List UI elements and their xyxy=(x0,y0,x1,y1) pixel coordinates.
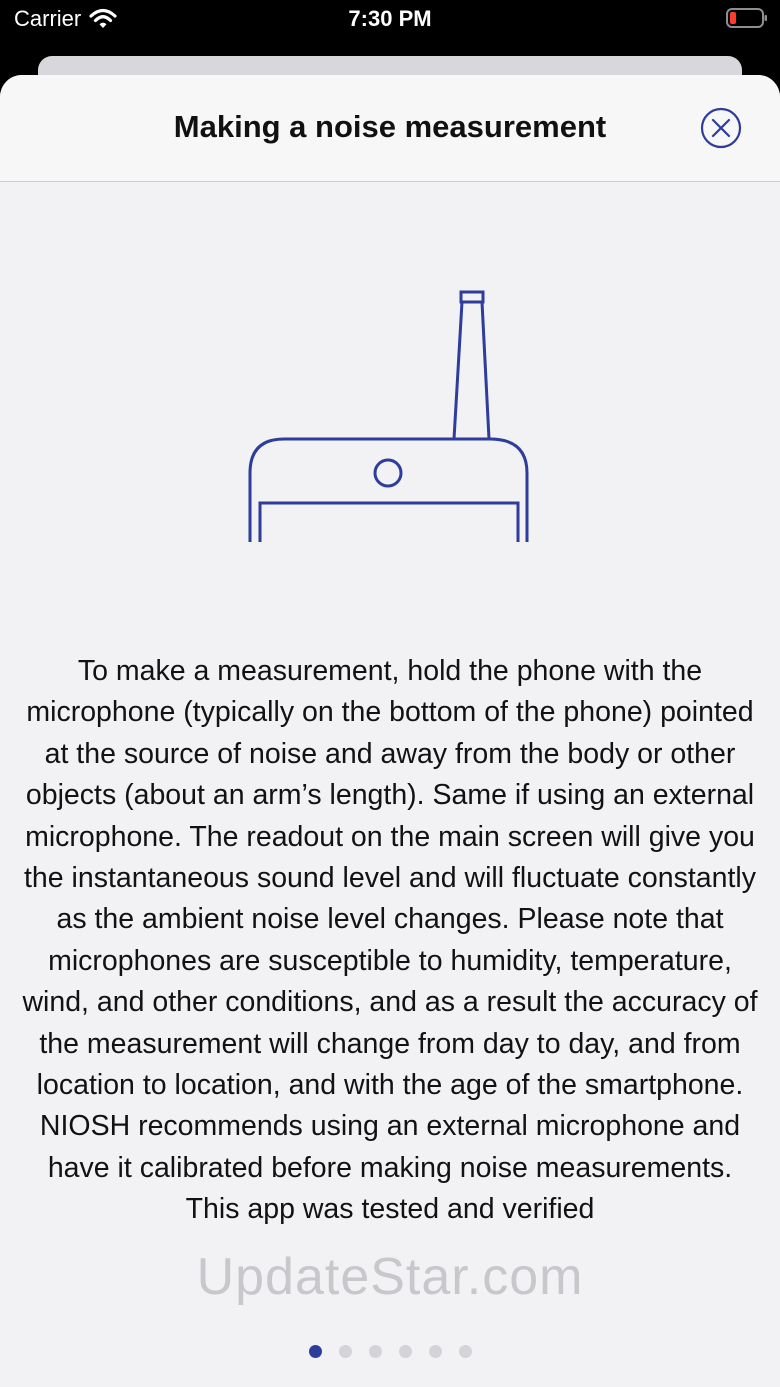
page-dot-1[interactable] xyxy=(309,1345,322,1358)
carrier-label: Carrier xyxy=(14,6,82,31)
modal-sheet xyxy=(0,75,780,1387)
phone-external-microphone-icon xyxy=(240,285,540,545)
page-dot-5[interactable] xyxy=(429,1345,442,1358)
page-dot-4[interactable] xyxy=(399,1345,412,1358)
page-dot-6[interactable] xyxy=(459,1345,472,1358)
sheet-title: Making a noise measurement xyxy=(173,109,607,144)
sheet-header xyxy=(0,75,780,182)
close-circle-icon xyxy=(700,107,742,149)
instructions-text: To make a measurement, hold the phone with the microphone (typically on the bottom of the phone) pointed at the source of noise and away from the body or other objects (about an arm’s length). Same if using an external microphone. The readout on the main screen will give you the instantaneous sound level and will fluctuate constantly as the ambient noise level changes. Please note that microphones are susceptible to humidity, temperature, wind, and other conditions, and as a result the accuracy of the measurement will change from day to day, and from location to location, and with the age of the smartphone. NIOSH recommends using an external microphone and have it calibrated before making noise measurements. This app was tested and verified xyxy=(22,655,758,1226)
status-bar xyxy=(0,0,780,56)
close-button[interactable] xyxy=(700,107,742,149)
page-dot-2[interactable] xyxy=(339,1345,352,1358)
page-indicator[interactable] xyxy=(0,1345,780,1358)
page-dot-3[interactable] xyxy=(369,1345,382,1358)
status-time: 7:30 PM xyxy=(348,6,432,31)
battery-low-icon xyxy=(726,8,768,28)
watermark: UpdateStar.com xyxy=(196,1248,584,1306)
